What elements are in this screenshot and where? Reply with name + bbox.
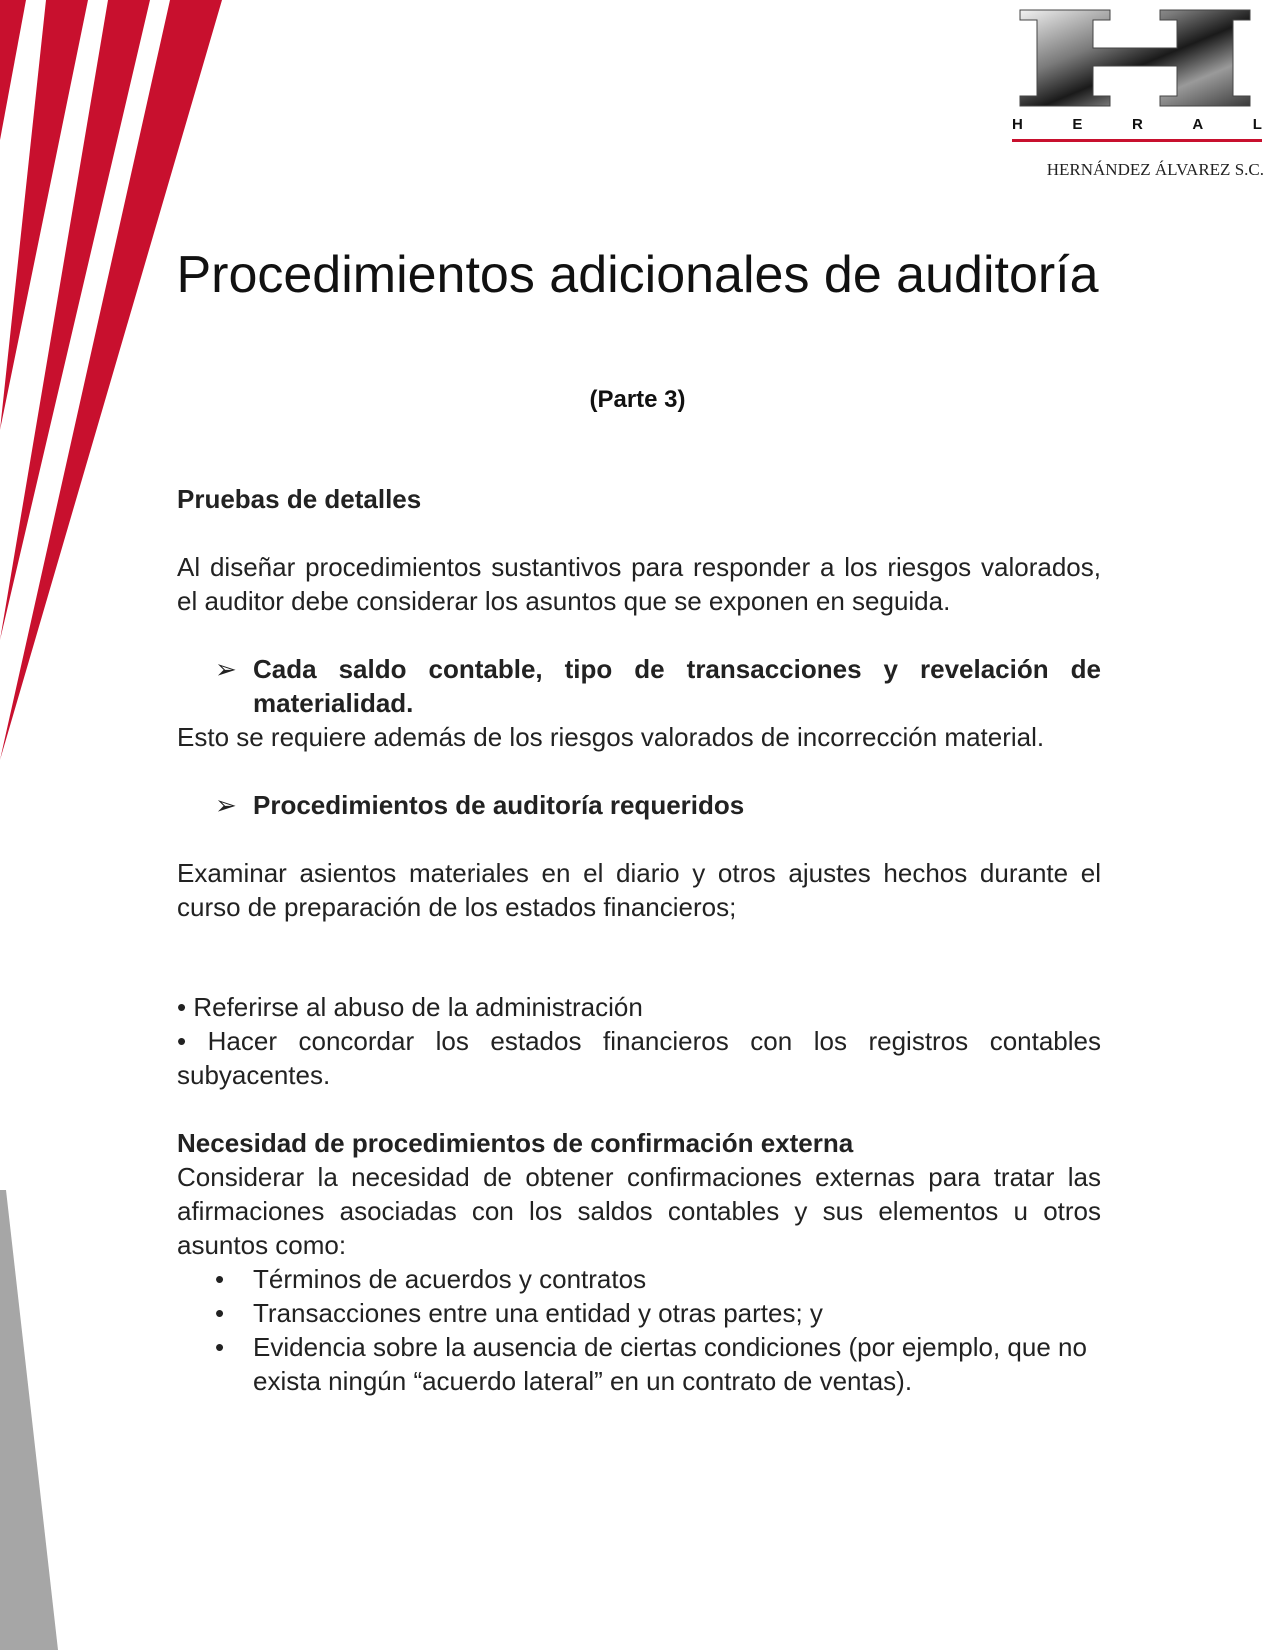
bullet-dot-icon: •: [215, 1332, 225, 1362]
list-item-text: Transacciones entre una entidad y otras partes; y: [253, 1298, 823, 1328]
bullet-line-abuso: • Referirse al abuso de la administración: [177, 992, 643, 1022]
list-item: [177, 1330, 1101, 1398]
company-name: HERNÁNDEZ ÁLVAREZ S.C.: [1046, 160, 1264, 179]
bullet-line-concordar: • Hacer concordar los estados financieros con los registros contables subyacentes.: [177, 1026, 1101, 1090]
page-title: Procedimientos adicionales de auditoría: [176, 246, 1099, 304]
examinar-paragraph: Examinar asientos materiales en el diario y otros ajustes hechos durante el curso de preparación de los estados financieros;: [177, 858, 1101, 922]
confirmacion-list: [177, 1262, 1101, 1398]
list-item-text: Evidencia sobre la ausencia de ciertas condiciones (por ejemplo, que no exista ningún “acuerdo lateral” en un contrato de ventas).: [253, 1332, 1087, 1396]
list-item: [177, 1262, 1101, 1296]
page-subtitle: (Parte 3): [589, 386, 686, 413]
list-item-text: Términos de acuerdos y contratos: [253, 1264, 647, 1294]
document-body: [177, 482, 1101, 1398]
saldo-note: Esto se requiere además de los riesgos valorados de incorrección material.: [177, 722, 1045, 752]
pruebas-intro: Al diseñar procedimientos sustantivos para responder a los riesgos valorados, el auditor debe considerar los asuntos que se exponen en seguida.: [177, 552, 1101, 616]
logo-letter: A: [1192, 116, 1204, 133]
bullet-dot-icon: •: [215, 1264, 225, 1294]
section-heading-pruebas: Pruebas de detalles: [177, 484, 422, 514]
list-item: [177, 1296, 1101, 1330]
logo-letter: E: [1072, 116, 1083, 133]
logo-letter: R: [1131, 116, 1143, 133]
gray-stripe: [0, 1190, 58, 1650]
arrow-bullet-icon: ➢: [215, 790, 237, 820]
arrow-bullet-icon: ➢: [215, 654, 237, 684]
section-heading-confirmacion: Necesidad de procedimientos de confirmación externa: [177, 1128, 854, 1158]
arrow-item-saldo: [215, 652, 1101, 720]
logo-letter: H: [1012, 116, 1023, 133]
confirmacion-intro: Considerar la necesidad de obtener confirmaciones externas para tratar las afirmaciones asociadas con los saldos contables y sus elementos u otros asuntos como:: [177, 1162, 1101, 1260]
arrow-item-text: Cada saldo contable, tipo de transacciones y revelación de materialidad.: [253, 654, 1101, 718]
logo-underline: [1012, 139, 1262, 142]
heral-logo: [1000, 8, 1268, 183]
bullet-dot-icon: •: [215, 1298, 225, 1328]
arrow-item-text: Procedimientos de auditoría requeridos: [253, 790, 745, 820]
heral-wordmark: [1012, 116, 1262, 133]
logo-letter: L: [1252, 116, 1262, 133]
arrow-item-procedimientos: [215, 788, 1101, 822]
heral-h-mark: [1015, 8, 1255, 108]
